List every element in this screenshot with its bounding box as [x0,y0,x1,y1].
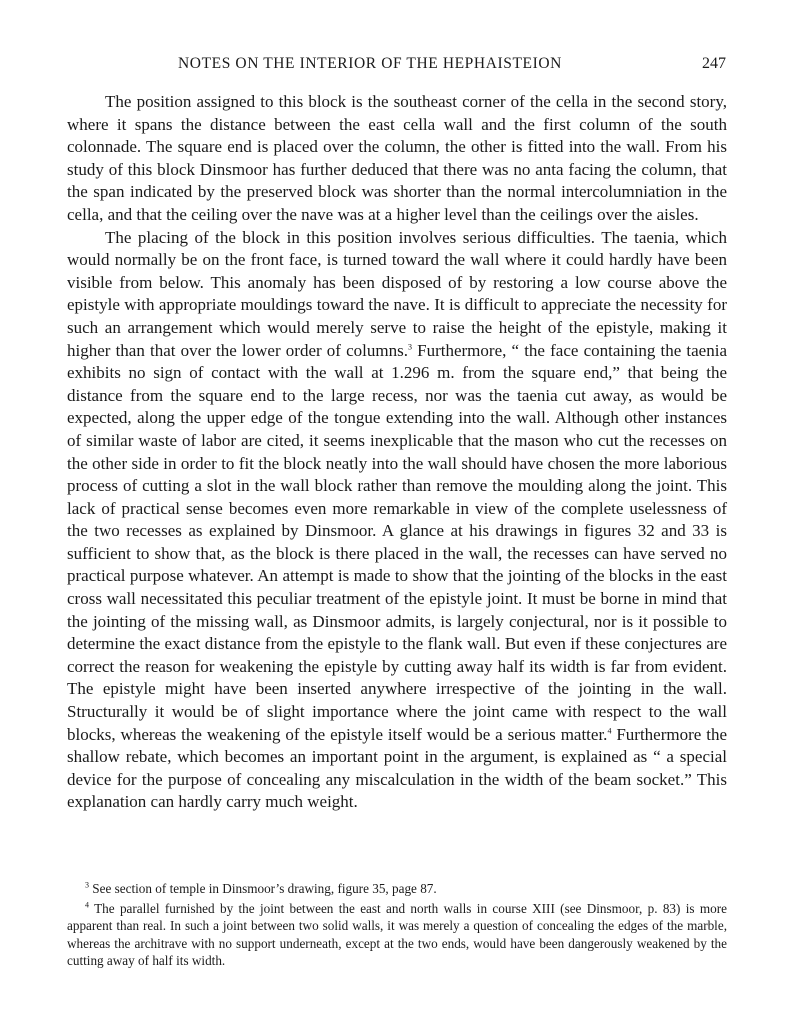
footnote-marker: 3 [85,880,89,890]
footnote [67,900,727,970]
paragraph-text: The position assigned to this block is the southeast corner of the cella in the second story, where it spans the distance between the east cella wall and the first column of the south colonnade. The square end is placed over the column, the other is fitted into the wall. From his study of this block Dinsmoor has further deduced that there was no anta facing the column, that the span indicated by the preserved block was shorter than the normal intercolumniation in the cella, and that the ceiling over the nave was at a higher level than the ceilings over the aisles. [67,92,727,224]
running-title: NOTES ON THE INTERIOR OF THE HEPHAISTEION [178,55,562,72]
footnote-reference[interactable]: 3 [407,341,412,351]
paragraph-text: Furthermore the shallow rebate, which becomes an important point in the argument, is explained as “ a special device for the purpose of concealing any miscalculation in the width of the beam socket.” This explanation can hardly carry much weight. [67,724,728,812]
footnote [67,880,727,898]
footnote-text: See section of temple in Dinsmoor’s drawing, figure 35, page 87. [89,881,437,896]
paragraph-text: The placing of the block in this position involves serious difficulties. The taenia, which would normally be on the front face, is turned toward the wall where it could hardly have been visible from below. This anomaly has been disposed of by restoring a low course above the epistyle with appropriate mouldings toward the nave. It is difficult to appreciate the necessity for such an arrangement which would merely serve to raise the height of the epistyle, making it higher than that over the lower order of columns. [67,227,727,360]
footnote-text: The parallel furnished by the joint between the east and north walls in course XIII (see Dinsmoor, p. 83) is more apparent than real. In such a joint between two solid walls, it was merely a question of concealing the edges of the marble, whereas the architrave with no support underneath, except at the two ends, would have been dangerously weakened by the cutting away of half its width. [67,900,727,969]
footnote-reference[interactable]: 4 [607,725,612,735]
footnote-marker: 4 [85,900,89,910]
main-text [67,91,727,814]
footnotes [67,880,727,972]
page-number: 247 [702,55,726,72]
paragraph-text: Furthermore, “ the face containing the taenia exhibits no sign of contact with the wall at 1.296 m. from the square end,” that being the distance from the square end to the large recess, nor was the taenia cut away, as would be expected, along the upper edge of the tongue extending into the wall. Although other instances of similar waste of labor are cited, it seems inexplicable that the mason who cut the recesses on the other side in order to fit the block neatly into the wall should have chosen the more laborious process of cutting a slot in the wall block rather than remove the moulding along the joint. This lack of practical sense becomes even more remarkable in view of the complete uselessness of the two recesses as explained by Dinsmoor. A glance at his drawings in figures 32 and 33 is sufficient to show that, as the block is there placed in the wall, the recesses can have served no practical purpose whatever. An attempt is made to show that the jointing of the blocks in the east cross wall necessitated this peculiar treatment of the epistyle joint. It must be borne in mind that the jointing of the missing wall, as Dinsmoor admits, is largely conjectural, nor is it possible to determine the exact distance from the epistyle to the flank wall. But even if these conjectures are correct the reason for weakening the epistyle by cutting away half its width is far from evident. The epistyle might have been inserted anywhere irrespective of the jointing in the wall. Structurally it would be of slight importance where the joint came with respect to the wall blocks, whereas the weakening of the epistyle itself would be a serious matter. [67,340,727,744]
paragraph [67,227,727,814]
running-header [68,55,726,79]
paragraph [67,91,727,227]
